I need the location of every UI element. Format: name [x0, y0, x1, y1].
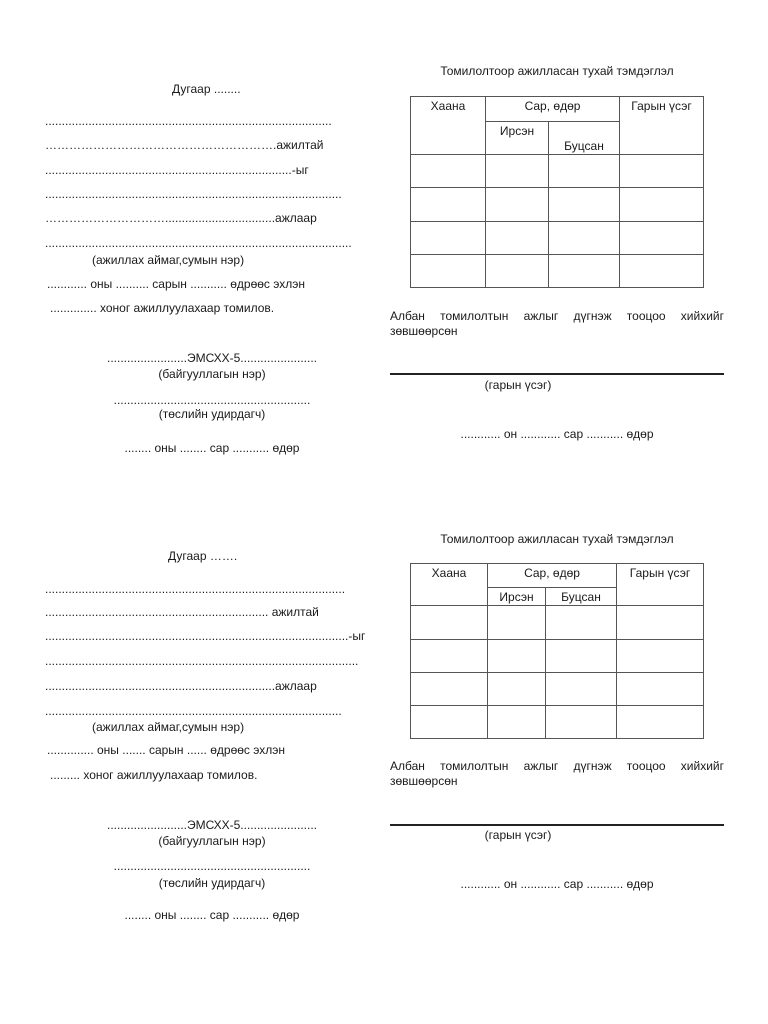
blank-line-2: .............................................................................................. [45, 654, 359, 668]
approval-text: Албан томилолтын ажлыг дүгнэж тооцоо хийхийг зөвшөөрсөн [390, 309, 724, 338]
place-caption: (ажиллах аймаг,сумын нэр) [92, 720, 245, 734]
issue-date-line: ........ оны ........ сар ........... өдөр [124, 908, 300, 922]
work-purpose-line: ………………………….................................ажлаар [45, 211, 317, 225]
note-title: Томилолтоор ажилласан тухай тэмдэглэл [440, 532, 674, 546]
cell-where[interactable] [411, 673, 488, 706]
blank-line-2: ......................................................................................... [45, 187, 342, 201]
blank-line-1: .......................................................................................... [45, 582, 346, 596]
cell-where[interactable] [411, 222, 486, 255]
employee-name-line: ..........................................................................-ыг [45, 163, 309, 177]
travel-order-form-1 [0, 0, 768, 470]
cell-returned[interactable] [549, 222, 620, 255]
cell-returned[interactable] [546, 606, 617, 640]
table-row[interactable] [411, 222, 704, 255]
col-where-header: Хаана [411, 97, 486, 155]
col-signature-header: Гарын үсэг [617, 564, 704, 606]
number-label: Дугаар ……. [168, 549, 238, 563]
duration-line: ......... хоног ажиллуулахаар томилов. [50, 768, 258, 782]
organization-caption: (байгууллагын нэр) [158, 834, 266, 848]
cell-signature[interactable] [620, 188, 704, 222]
head-signature-line: ........................................................... [113, 393, 311, 407]
table-row[interactable] [411, 188, 704, 222]
cell-signature[interactable] [617, 673, 704, 706]
cell-signature[interactable] [617, 606, 704, 640]
cell-arrived[interactable] [488, 640, 546, 673]
signature-line [390, 373, 724, 375]
head-caption: (төслийн удирдагч) [158, 407, 266, 421]
approval-date-line: ............ он ............ сар ........... өдөр [460, 427, 654, 441]
cell-arrived[interactable] [486, 222, 549, 255]
head-caption: (төслийн удирдагч) [158, 876, 266, 890]
employee-position-line: ………………………………………………….ажилтай [45, 138, 324, 152]
signature-caption: (гарын үсэг) [484, 828, 552, 842]
travel-order-form-2 [0, 468, 768, 938]
cell-arrived[interactable] [486, 188, 549, 222]
cell-arrived[interactable] [488, 606, 546, 640]
cell-arrived[interactable] [486, 255, 549, 288]
cell-returned[interactable] [549, 155, 620, 188]
col-arrived-header: Ирсэн [488, 588, 546, 606]
employee-name-line: ...........................................................................................-ыг [45, 629, 366, 643]
table-row[interactable] [411, 255, 704, 288]
blank-line-3: ......................................................................................... [45, 704, 342, 718]
cell-where[interactable] [411, 155, 486, 188]
note-title: Томилолтоор ажилласан тухай тэмдэглэл [440, 64, 674, 78]
approval-date-line: ............ он ............ сар ........... өдөр [460, 877, 654, 891]
table-row[interactable] [411, 673, 704, 706]
table-row[interactable] [411, 606, 704, 640]
col-returned-header: Буцсан [546, 588, 617, 606]
cell-where[interactable] [411, 606, 488, 640]
cell-arrived[interactable] [486, 155, 549, 188]
cell-returned[interactable] [546, 706, 617, 739]
col-where-header: Хаана [411, 564, 488, 606]
cell-returned[interactable] [546, 640, 617, 673]
duration-line: .............. хоног ажиллуулахаар томилов. [50, 301, 275, 315]
table-row[interactable] [411, 640, 704, 673]
number-label: Дугаар ........ [172, 82, 241, 96]
cell-returned[interactable] [549, 255, 620, 288]
issue-date-line: ........ оны ........ сар ........... өдөр [124, 441, 300, 455]
signature-line [390, 824, 724, 826]
cell-where[interactable] [411, 188, 486, 222]
cell-signature[interactable] [620, 255, 704, 288]
approval-text: Албан томилолтын ажлыг дүгнэж тооцоо хийхийг зөвшөөрсөн [390, 759, 724, 788]
organization-line: ........................ЭМСХХ-5....................... [107, 818, 317, 832]
travel-record-table [410, 96, 704, 288]
organization-caption: (байгууллагын нэр) [158, 367, 266, 381]
employee-position-line: ................................................................... ажилтай [45, 605, 319, 619]
blank-line-3: ............................................................................................ [45, 236, 352, 250]
cell-signature[interactable] [617, 706, 704, 739]
col-signature-header: Гарын үсэг [620, 97, 704, 155]
head-signature-line: ........................................................... [113, 859, 311, 873]
cell-returned[interactable] [549, 188, 620, 222]
cell-where[interactable] [411, 706, 488, 739]
col-returned-header: Буцсан [549, 122, 620, 155]
organization-line: ........................ЭМСХХ-5....................... [107, 351, 317, 365]
col-date-header: Сар, өдөр [486, 97, 620, 122]
work-purpose-line: .....................................................................ажлаар [45, 679, 317, 693]
cell-signature[interactable] [617, 640, 704, 673]
cell-returned[interactable] [546, 673, 617, 706]
table-row[interactable] [411, 155, 704, 188]
blank-line-1: ...................................................................................... [45, 114, 332, 128]
travel-record-table [410, 563, 704, 739]
col-arrived-header: Ирсэн [486, 122, 549, 155]
cell-arrived[interactable] [488, 673, 546, 706]
table-row[interactable] [411, 706, 704, 739]
start-date-line: .............. оны ....... сарын ...... өдрөөс эхлэн [47, 743, 285, 757]
signature-caption: (гарын үсэг) [484, 378, 552, 392]
start-date-line: ............ оны .......... сарын ........... өдрөөс эхлэн [47, 277, 305, 291]
place-caption: (ажиллах аймаг,сумын нэр) [92, 253, 245, 267]
cell-where[interactable] [411, 640, 488, 673]
cell-signature[interactable] [620, 155, 704, 188]
cell-where[interactable] [411, 255, 486, 288]
cell-signature[interactable] [620, 222, 704, 255]
cell-arrived[interactable] [488, 706, 546, 739]
col-date-header: Сар, өдөр [488, 564, 617, 588]
